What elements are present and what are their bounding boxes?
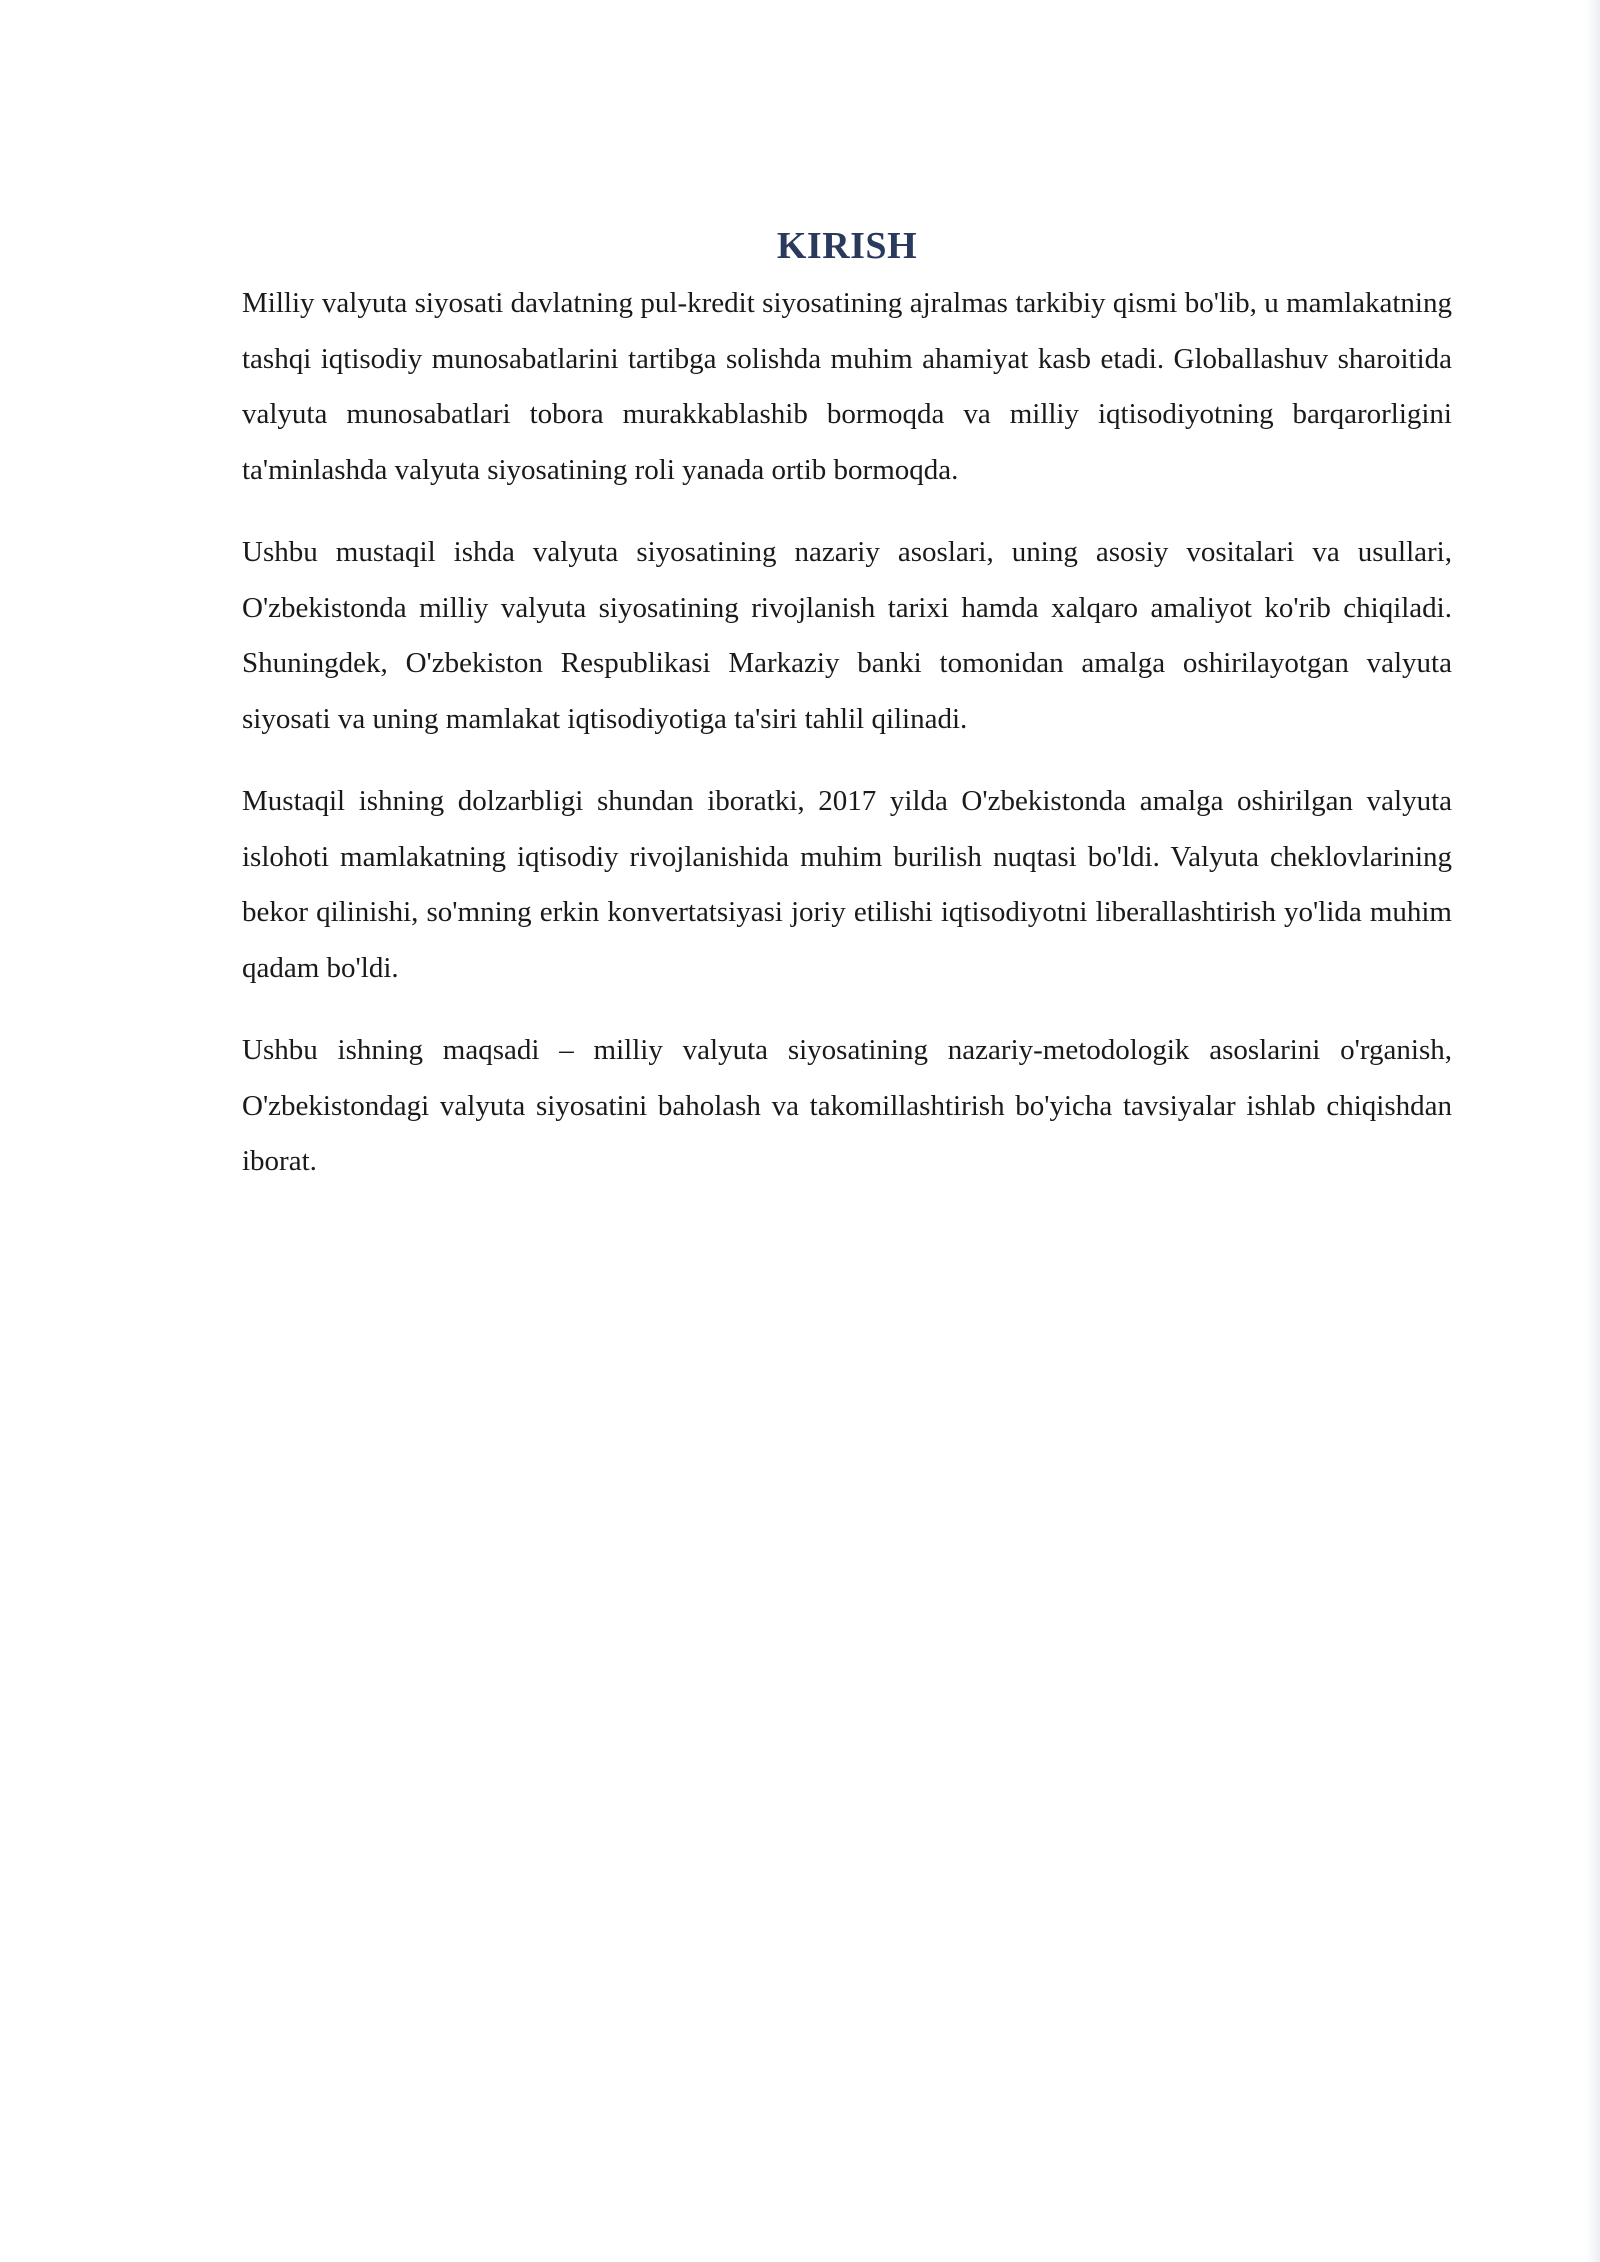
paragraph-2: Ushbu mustaqil ishda valyuta siyosatining nazariy asoslari, uning asosiy vositalari va usullari, O'zbekistonda milliy valyuta siyosatining rivojlanish tarixi hamda xalqaro amaliyot ko'rib chiqiladi. Shuningdek, O'zbekiston Respublikasi Markaziy banki tomonidan amalga oshirilayotgan valyuta siyosati va uning mamlakat iqtisodiyotiga ta'siri tahlil qilinadi.: [242, 536, 1452, 735]
paragraph-4: Ushbu ishning maqsadi – milliy valyuta siyosatining nazariy-metodologik asoslarini o'rganish, O'zbekistondagi valyuta siyosatini baholash va takomillashtirish bo'yicha tavsiyalar ishlab chiqishdan iborat.: [242, 1034, 1452, 1177]
document-body: [242, 218, 1452, 1217]
paragraph-1: Milliy valyuta siyosati davlatning pul-kredit siyosatining ajralmas tarkibiy qismi bo'lib, u mamlakatning tashqi iqtisodiy munosabatlarini tartibga solishda muhim ahamiyat kasb etadi. Globallashuv sharoitida valyuta munosabatlari tobora murakkablashib bormoqda va milliy iqtisodiyotning barqarorligini ta'minlashda valyuta siyosatining roli yanada ortib bormoqda.: [242, 287, 1452, 486]
paragraph-3: Mustaqil ishning dolzarbligi shundan iboratki, 2017 yilda O'zbekistonda amalga oshirilgan valyuta islohoti mamlakatning iqtisodiy rivojlanishida muhim burilish nuqtasi bo'ldi. Valyuta cheklovlarining bekor qilinishi, so'mning erkin konvertatsiyasi joriy etilishi iqtisodiyotni liberallashtirish yo'lida muhim qadam bo'ldi.: [242, 785, 1452, 984]
page-edge-shadow: [1586, 0, 1600, 2262]
page-title: KIRISH: [776, 225, 918, 267]
